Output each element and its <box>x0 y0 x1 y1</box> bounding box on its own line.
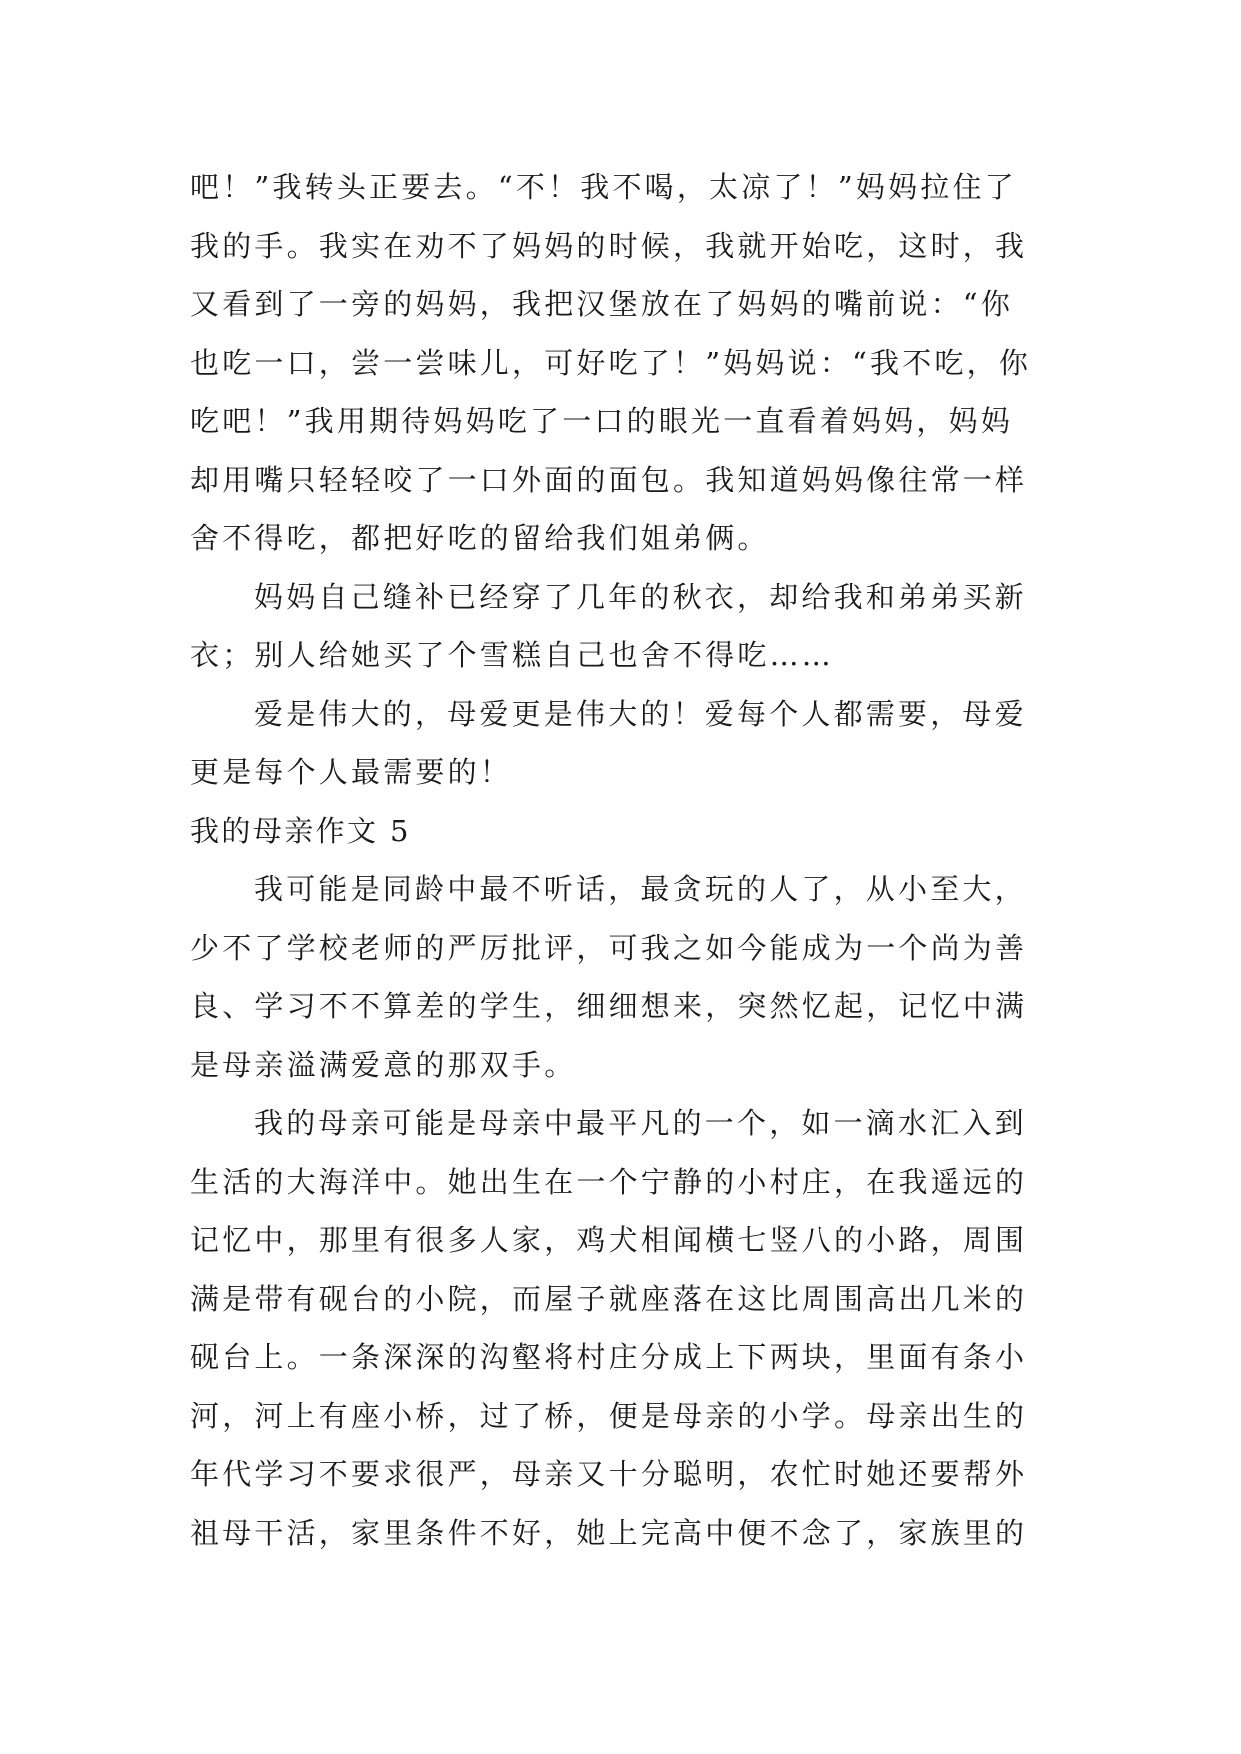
text-line: 年代学习不要求很严，母亲又十分聪明，农忙时她还要帮外 <box>190 1457 1028 1491</box>
section-heading: 我的母亲作文 5 <box>190 813 411 848</box>
text-line: 良、学习不不算差的学生，细细想来，突然忆起，记忆中满 <box>190 989 1028 1023</box>
text-line: 衣；别人给她买了个雪糕自己也舍不得吃…… <box>190 638 835 672</box>
text-line: 砚台上。一条深深的沟壑将村庄分成上下两块，里面有条小 <box>190 1340 1028 1374</box>
text-line: 舍不得吃，都把好吃的留给我们姐弟俩。 <box>190 521 770 555</box>
text-line: 也吃一口，尝一尝味儿，可好吃了！”妈妈说：“我不吃，你 <box>190 345 1032 380</box>
text-line: 少不了学校老师的严厉批评，可我之如今能成为一个尚为善 <box>190 930 1028 965</box>
text-line: 记忆中，那里有很多人家，鸡犬相闻横七竖八的小路，周围 <box>190 1223 1028 1257</box>
text-line: 又看到了一旁的妈妈，我把汉堡放在了妈妈的嘴前说：“你 <box>190 287 1014 321</box>
paragraph-first-line: 我的母亲可能是母亲中最平凡的一个，如一滴水汇入到 <box>254 1106 1027 1140</box>
document-body <box>190 158 1050 1562</box>
text-line: 更是每个人最需要的！ <box>190 755 513 789</box>
text-line: 河，河上有座小桥，过了桥，便是母亲的小学。母亲出生的 <box>190 1398 1028 1433</box>
paragraph-first-line: 妈妈自己缝补已经穿了几年的秋衣，却给我和弟弟买新 <box>254 579 1027 614</box>
text-line: 却用嘴只轻轻咬了一口外面的面包。我知道妈妈像往常一样 <box>190 462 1028 497</box>
text-line: 祖母干活，家里条件不好，她上完高中便不念了，家族里的 <box>190 1515 1028 1550</box>
text-line: 生活的大海洋中。她出生在一个宁静的小村庄，在我遥远的 <box>190 1164 1028 1199</box>
paragraph-first-line: 我可能是同龄中最不听话，最贪玩的人了，从小至大， <box>254 872 1027 906</box>
text-line: 我的手。我实在劝不了妈妈的时候，我就开始吃，这时，我 <box>190 228 1028 263</box>
paragraph-first-line: 爱是伟大的，母爱更是伟大的！爱每个人都需要，母爱 <box>254 696 1027 731</box>
text-line: 吧！”我转头正要去。“不！我不喝，太凉了！”妈妈拉住了 <box>190 170 1017 204</box>
text-line: 满是带有砚台的小院，而屋子就座落在这比周围高出几米的 <box>190 1281 1028 1316</box>
text-line: 吃吧！”我用期待妈妈吃了一口的眼光一直看着妈妈，妈妈 <box>190 404 1014 438</box>
text-line: 是母亲溢满爱意的那双手。 <box>190 1047 577 1082</box>
